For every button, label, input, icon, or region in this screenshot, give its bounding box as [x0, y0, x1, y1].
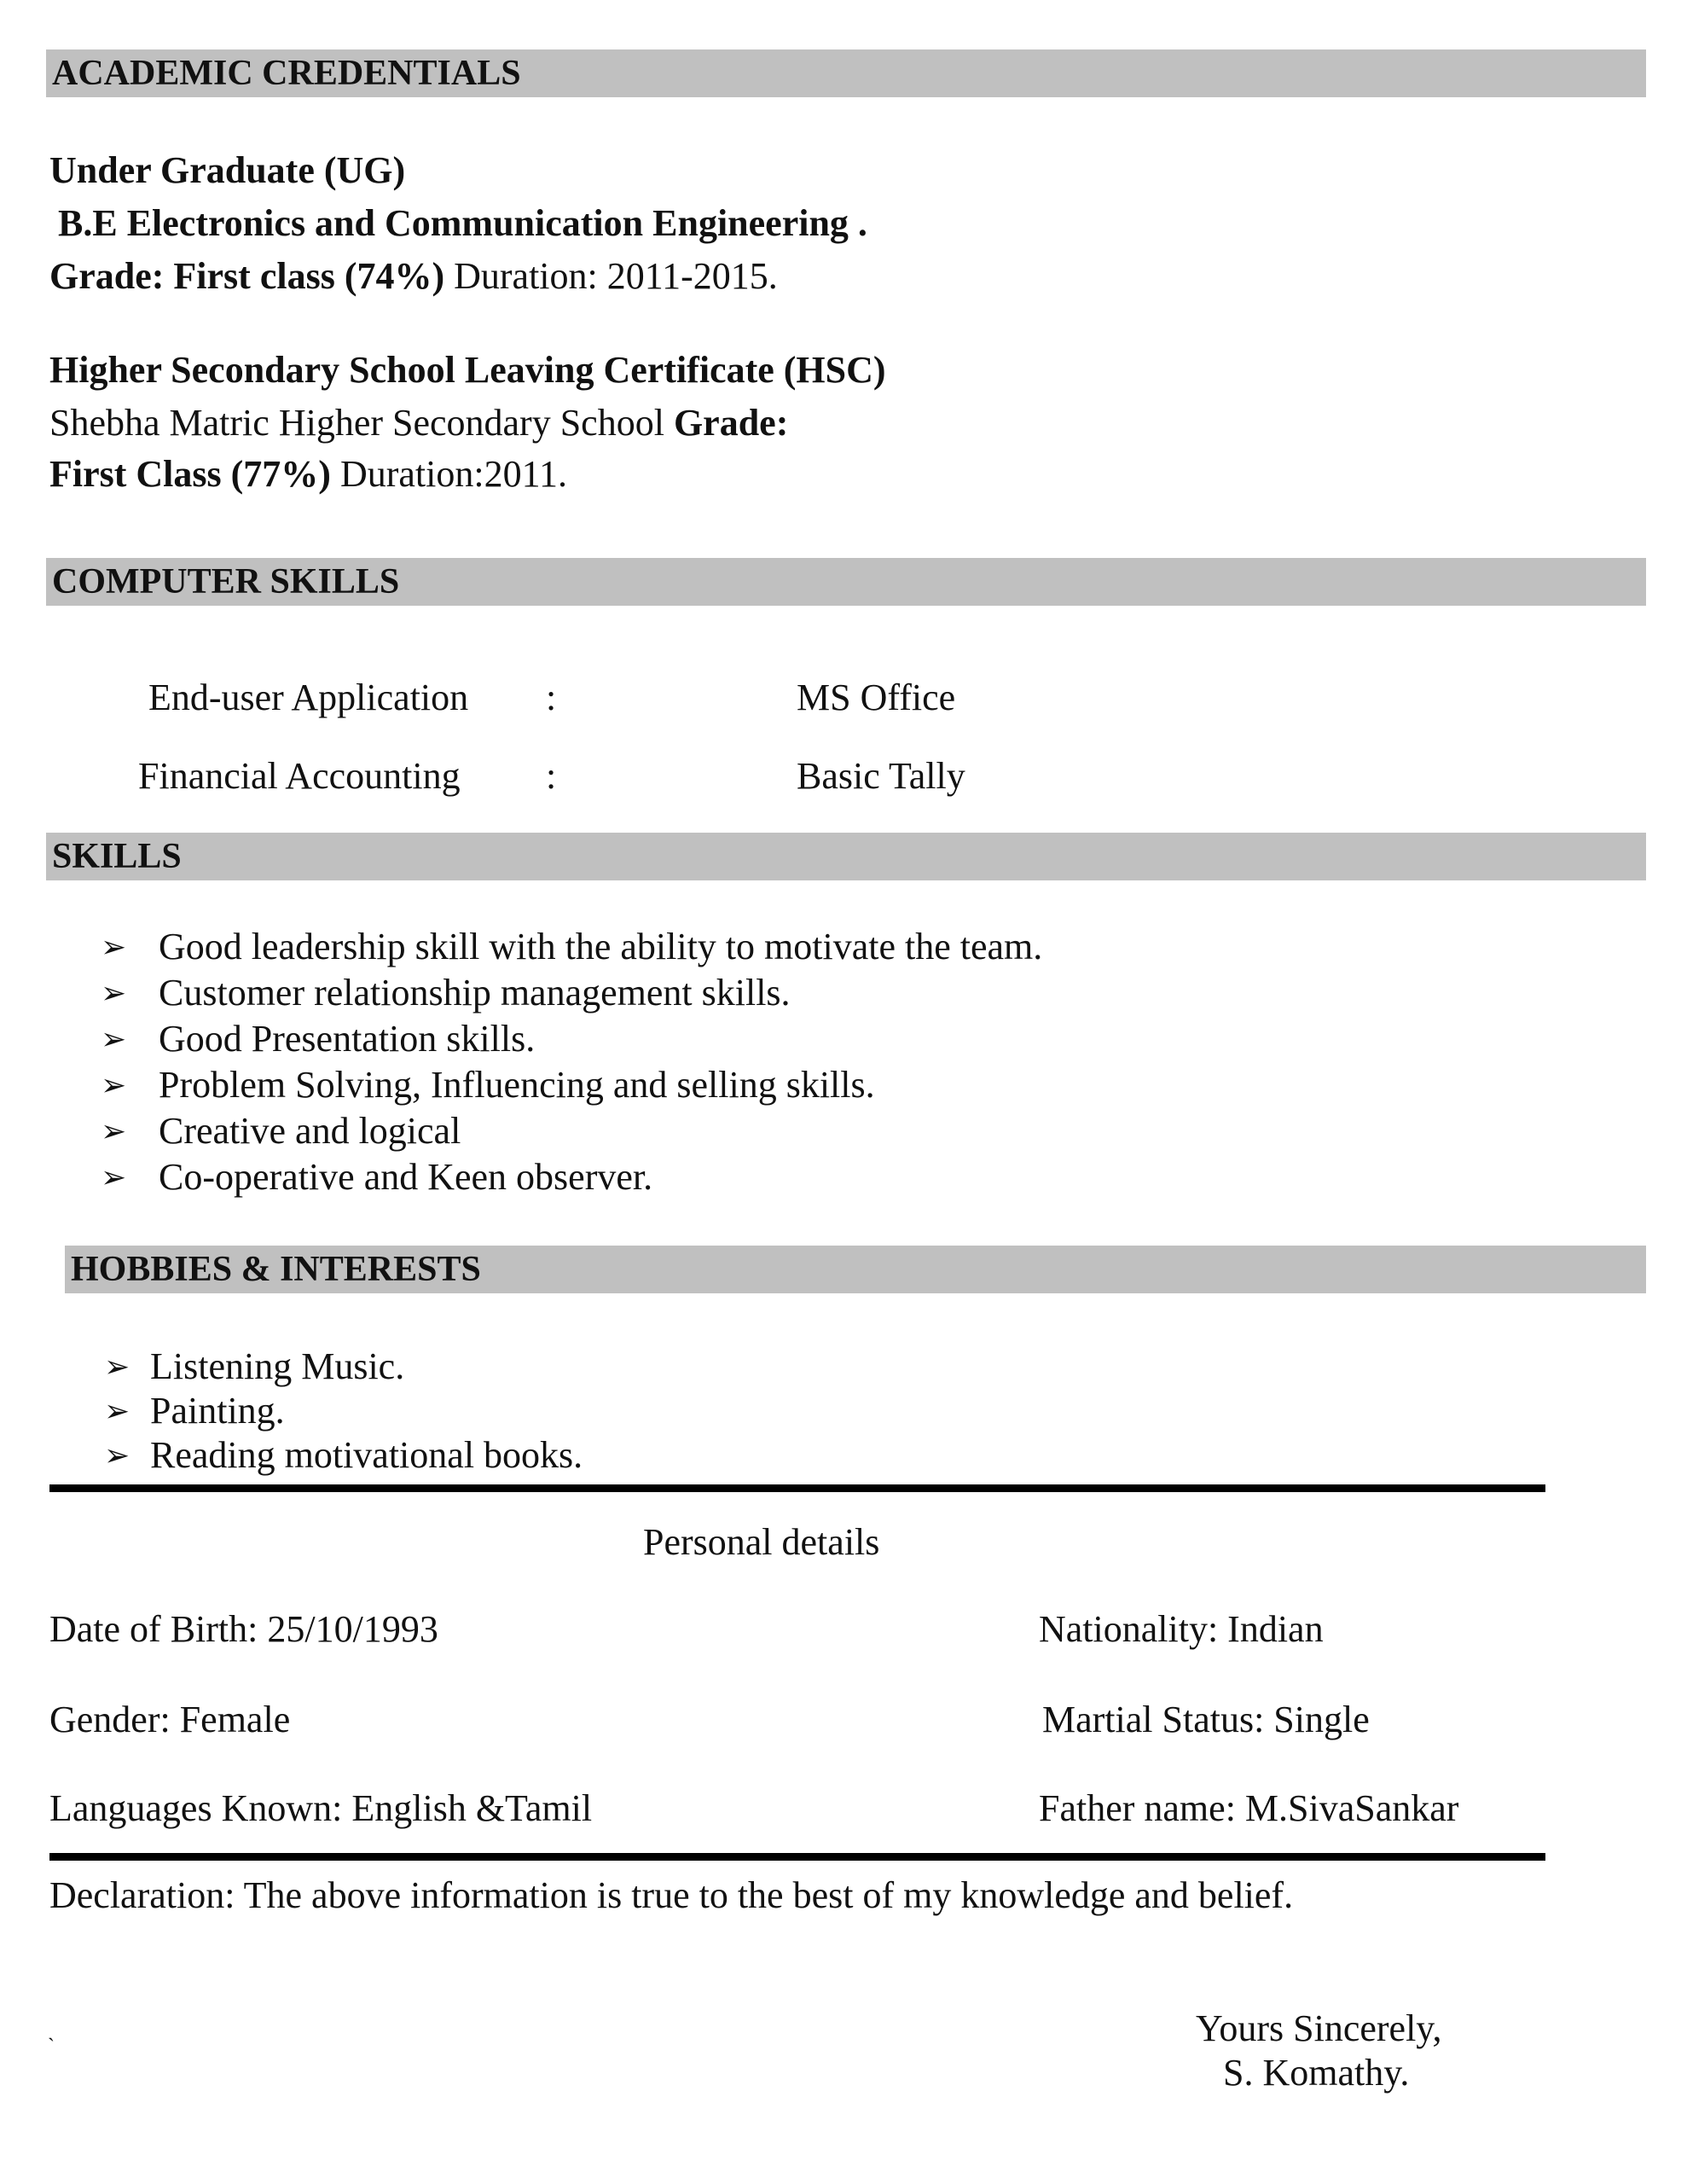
list-item: Good Presentation skills.	[159, 1018, 536, 1060]
bullet-arrow-icon: ➢	[104, 1438, 130, 1473]
ug-degree: B.E Electronics and Communication Engineering .	[58, 202, 867, 244]
cs-row-value: Basic Tally	[797, 755, 965, 797]
cs-row-label: Financial Accounting	[138, 755, 461, 797]
list-item: Good leadership skill with the ability to motivate the team.	[159, 926, 1043, 967]
ug-title: Under Graduate (UG)	[49, 149, 406, 191]
ug-grade-line	[49, 254, 778, 299]
hsc-grade: First Class (77%)	[49, 453, 331, 495]
hsc-duration: Duration:2011.	[330, 453, 567, 495]
divider-top	[49, 1484, 1545, 1492]
section-title-academic: ACADEMIC CREDENTIALS	[52, 54, 521, 93]
list-item: Co-operative and Keen observer.	[159, 1156, 653, 1198]
declaration: Declaration: The above information is true to the best of my knowledge and belief.	[49, 1874, 1294, 1916]
hsc-grade-line	[49, 452, 567, 497]
divider-bottom	[49, 1853, 1545, 1861]
cs-row-sep: :	[546, 755, 557, 797]
ug-grade: Grade: First class (74%)	[49, 255, 445, 297]
section-title-skills: SKILLS	[52, 837, 182, 876]
gender-field: Gender: Female	[49, 1699, 291, 1740]
list-item: Customer relationship management skills.	[159, 972, 791, 1014]
cs-row-sep: :	[546, 677, 557, 718]
personal-details-title: Personal details	[643, 1521, 880, 1563]
section-title-computer-skills: COMPUTER SKILLS	[52, 562, 400, 601]
list-item: Painting.	[150, 1390, 285, 1432]
bullet-arrow-icon: ➢	[101, 930, 127, 965]
cs-row-label: End-user Application	[148, 677, 469, 718]
dob-field: Date of Birth: 25/10/1993	[49, 1608, 438, 1650]
bullet-arrow-icon: ➢	[104, 1350, 130, 1385]
list-item: Listening Music.	[150, 1345, 405, 1387]
bullet-arrow-icon: ➢	[101, 1068, 127, 1103]
father-name-field: Father name: M.SivaSankar	[1039, 1787, 1459, 1829]
bullet-arrow-icon: ➢	[101, 976, 127, 1011]
bullet-arrow-icon: ➢	[104, 1394, 130, 1429]
signature-name: S. Komathy.	[1223, 2052, 1410, 2094]
bullet-arrow-icon: ➢	[101, 1114, 127, 1149]
section-title-hobbies: HOBBIES & INTERESTS	[71, 1250, 481, 1289]
marital-status-field: Martial Status: Single	[1042, 1699, 1370, 1740]
section-header-skills	[46, 833, 1646, 880]
section-header-computer-skills	[46, 558, 1646, 606]
cs-row-value: MS Office	[797, 677, 956, 718]
stray-mark: `	[48, 2036, 55, 2058]
ug-duration: Duration: 2011-2015.	[444, 255, 778, 297]
hsc-school: Shebha Matric Higher Secondary School	[49, 402, 674, 444]
bullet-arrow-icon: ➢	[101, 1022, 127, 1057]
list-item: Creative and logical	[159, 1110, 461, 1152]
languages-field: Languages Known: English &Tamil	[49, 1787, 593, 1829]
list-item: Reading motivational books.	[150, 1434, 583, 1476]
hsc-title: Higher Secondary School Leaving Certificate (HSC)	[49, 349, 886, 391]
nationality-field: Nationality: Indian	[1039, 1608, 1324, 1650]
bullet-arrow-icon: ➢	[101, 1160, 127, 1195]
list-item: Problem Solving, Influencing and selling skills.	[159, 1064, 875, 1106]
section-header-hobbies	[65, 1246, 1646, 1293]
hsc-grade-word: Grade:	[673, 402, 789, 444]
closing-salutation: Yours Sincerely,	[1196, 2007, 1442, 2049]
section-header-academic	[46, 49, 1646, 97]
hsc-school-line	[49, 401, 788, 445]
